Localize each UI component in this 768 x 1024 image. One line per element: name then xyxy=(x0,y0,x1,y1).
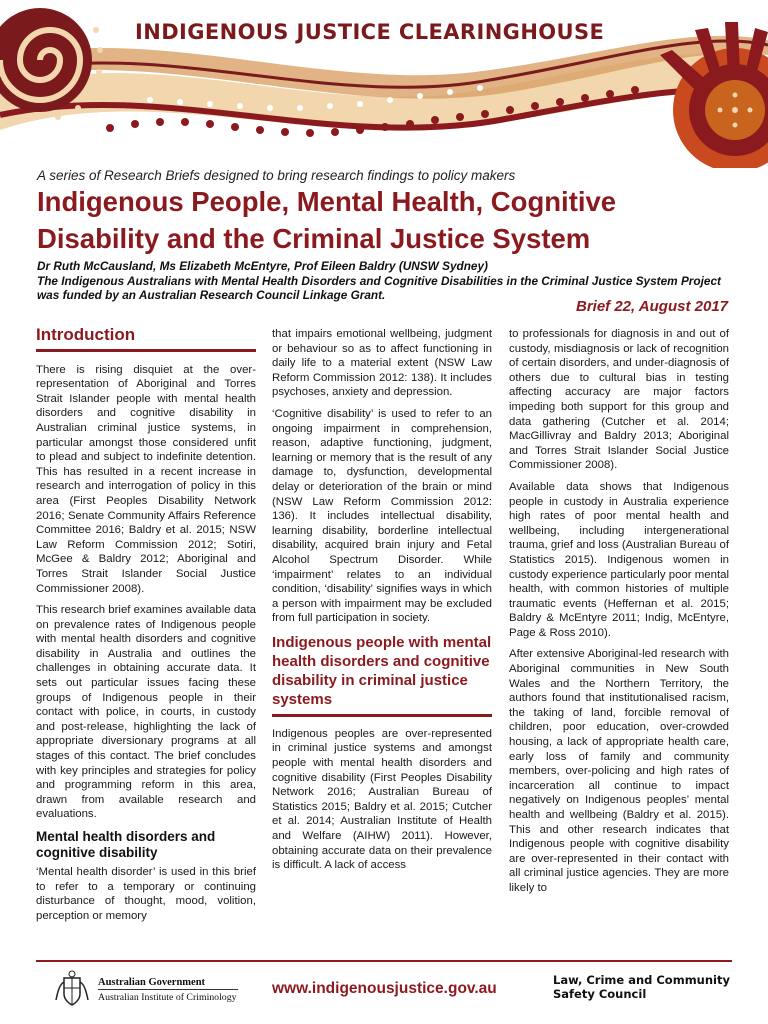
gov-divider xyxy=(98,989,238,990)
website-link[interactable]: www.indigenousjustice.gov.au xyxy=(272,980,497,997)
funding-note: The Indigenous Australians with Mental Health Disorders and Cognitive Disabilities in the Criminal Justice System Project was funded by an Australian Research Council Linkage Grant. xyxy=(37,273,721,302)
series-tagline: A series of Research Briefs designed to bring research findings to policy makers xyxy=(37,168,516,183)
criminal-justice-paragraph-2: Available data shows that Indigenous people in custody in Australia experience high rates of poor mental health and wellbeing, including intergenerational trauma, grief and loss (Australian Bureau of Statistics 2015). Indigenous women in custody experience particularly poor mental health, with common histories of multiple traumatic events (Heffernan et al. 2015; Baldry & McEntyre 2011; Indig, McEntyre, Page & Ross 2010). xyxy=(509,480,729,639)
column-1 xyxy=(36,327,256,930)
brief-number: Brief 22, August 2017 xyxy=(576,298,728,315)
criminal-justice-paragraph-1a: Indigenous peoples are over-represented in criminal justice systems and amongst people with mental health disorders and cognitive disability (First Peoples Disability Network 2016; Australian Bureau of Statistics 2015; Baldry et al. 2015; Cutcher et al. 2014; Australian Institute of Health and Welfare (AIHW) 2011). However, obtaining accurate data on their prevalence is difficult. A lack of access xyxy=(272,727,492,872)
council-name xyxy=(553,973,730,1001)
criminal-justice-paragraph-1b: to professionals for diagnosis in and out of custody, misdiagnosis or lack of recognition of certain disorders, and under-diagnosis of others due to cultural bias in testing affecting accuracy are major factors impeding both support for this group and data gathering (Cutcher et al. 2014; MacGillivray and Baldry 2013; Aboriginal and Torres Strait Islander Social Justice Commissioner 2008). xyxy=(509,328,729,472)
org-title: INDIGENOUS JUSTICE CLEARINGHOUSE xyxy=(135,20,605,44)
council-line-2: Safety Council xyxy=(553,987,647,1001)
criminal-justice-paragraph-3: After extensive Aboriginal-led research with Aboriginal communities in New South Wales and the Northern Territory, the authors found that institutionalised racism, the taking of land, forcible removal of children, poor education, over-crowded housing, a lack of appropriate health care, early loss of family and community members, over-policing and high rates of incarceration all continue to impact negatively on Indigenous peoples’ mental health and wellbeing (Baldry et al. 2015). This and other research indicates that Indigenous people with cognitive disability are over-represented in their contact with all criminal justice agencies. They are more likely to xyxy=(509,648,729,894)
definitions-heading: Mental health disorders and cognitive disability xyxy=(36,829,216,860)
page-title: Indigenous People, Mental Health, Cognitive Disability and the Criminal Justice System xyxy=(37,186,617,254)
intro-paragraph-1: There is rising disquiet at the over-representation of Aboriginal and Torres Strait Islander people with mental health disorders and cognitive disability in Australian criminal justice systems, in particular amongst those considered unfit to plead and subject to indefinite detention. This has resulted in a recent increase in research and interrogation of policy in this area (First Peoples Disability Network 2016; Senate Community Affairs Reference Committee 2016; Baldry et al. 2015; NSW Law Reform Commission 2012; Sotiri, McGee & Baldry 2012; Aboriginal and Torres Strait Islander Social Justice Commissioner 2008). xyxy=(36,363,256,595)
gov-agency: Australian Institute of Criminology xyxy=(98,992,237,1003)
column-2 xyxy=(272,327,492,880)
mental-health-definition-part2: that impairs emotional wellbeing, judgment or behaviour so as to affect functioning in daily life to a material extent (NSW Law Reform Commission 2012: 138). It includes psychoses, anxiety and depression. xyxy=(272,328,492,399)
header-banner xyxy=(0,0,768,168)
government-logo xyxy=(52,970,237,1010)
footer-divider xyxy=(36,960,732,962)
authors: Dr Ruth McCausland, Ms Elizabeth McEntyre, Prof Eileen Baldry (UNSW Sydney) xyxy=(37,259,488,273)
criminal-justice-heading: Indigenous people with mental health disorders and cognitive disability in criminal justice systems xyxy=(272,633,492,717)
coat-of-arms-icon xyxy=(52,970,92,1010)
gov-name: Australian Government xyxy=(98,977,206,988)
cognitive-disability-definition: ‘Cognitive disability’ is used to refer to an ongoing impairment in comprehension, reason, adaptive functioning, judgment, learning or memory that is the result of any damage to, dysfunction, developmental delay or deterioration of the brain or mind (NSW Law Reform Commission 2012: 136). It includes intellectual disability, learning disability, borderline intellectual disability, acquired brain injury and Fetal Alcohol Spectrum Disorder. While ‘impairment’ relates to an individual condition, ‘disability’ signifies ways in which a person with impairment may be excluded from full participation in society. xyxy=(272,407,492,625)
column-3 xyxy=(509,327,729,903)
intro-paragraph-2: This research brief examines available data on prevalence rates of Indigenous people with mental health disorders and cognitive disability in Australia and outlines the challenges in obtaining accurate data. It sets out particular issues facing these groups of Indigenous people in their contact with police, in courts, in custody and post-release, highlighting the lack of appropriate diversionary programs at all stages of this contact. The brief concludes with key principles and strategies for policy and programming reform in this area, drawn from available research and evaluations. xyxy=(36,604,256,821)
mental-health-definition-part1: ‘Mental health disorder’ is used in this brief to refer to a temporary or continuing disturbance of thought, mood, volition, perception or memory xyxy=(36,866,256,922)
council-line-1: Law, Crime and Community xyxy=(553,973,730,987)
authors-block xyxy=(37,259,737,303)
introduction-heading: Introduction xyxy=(36,327,256,352)
